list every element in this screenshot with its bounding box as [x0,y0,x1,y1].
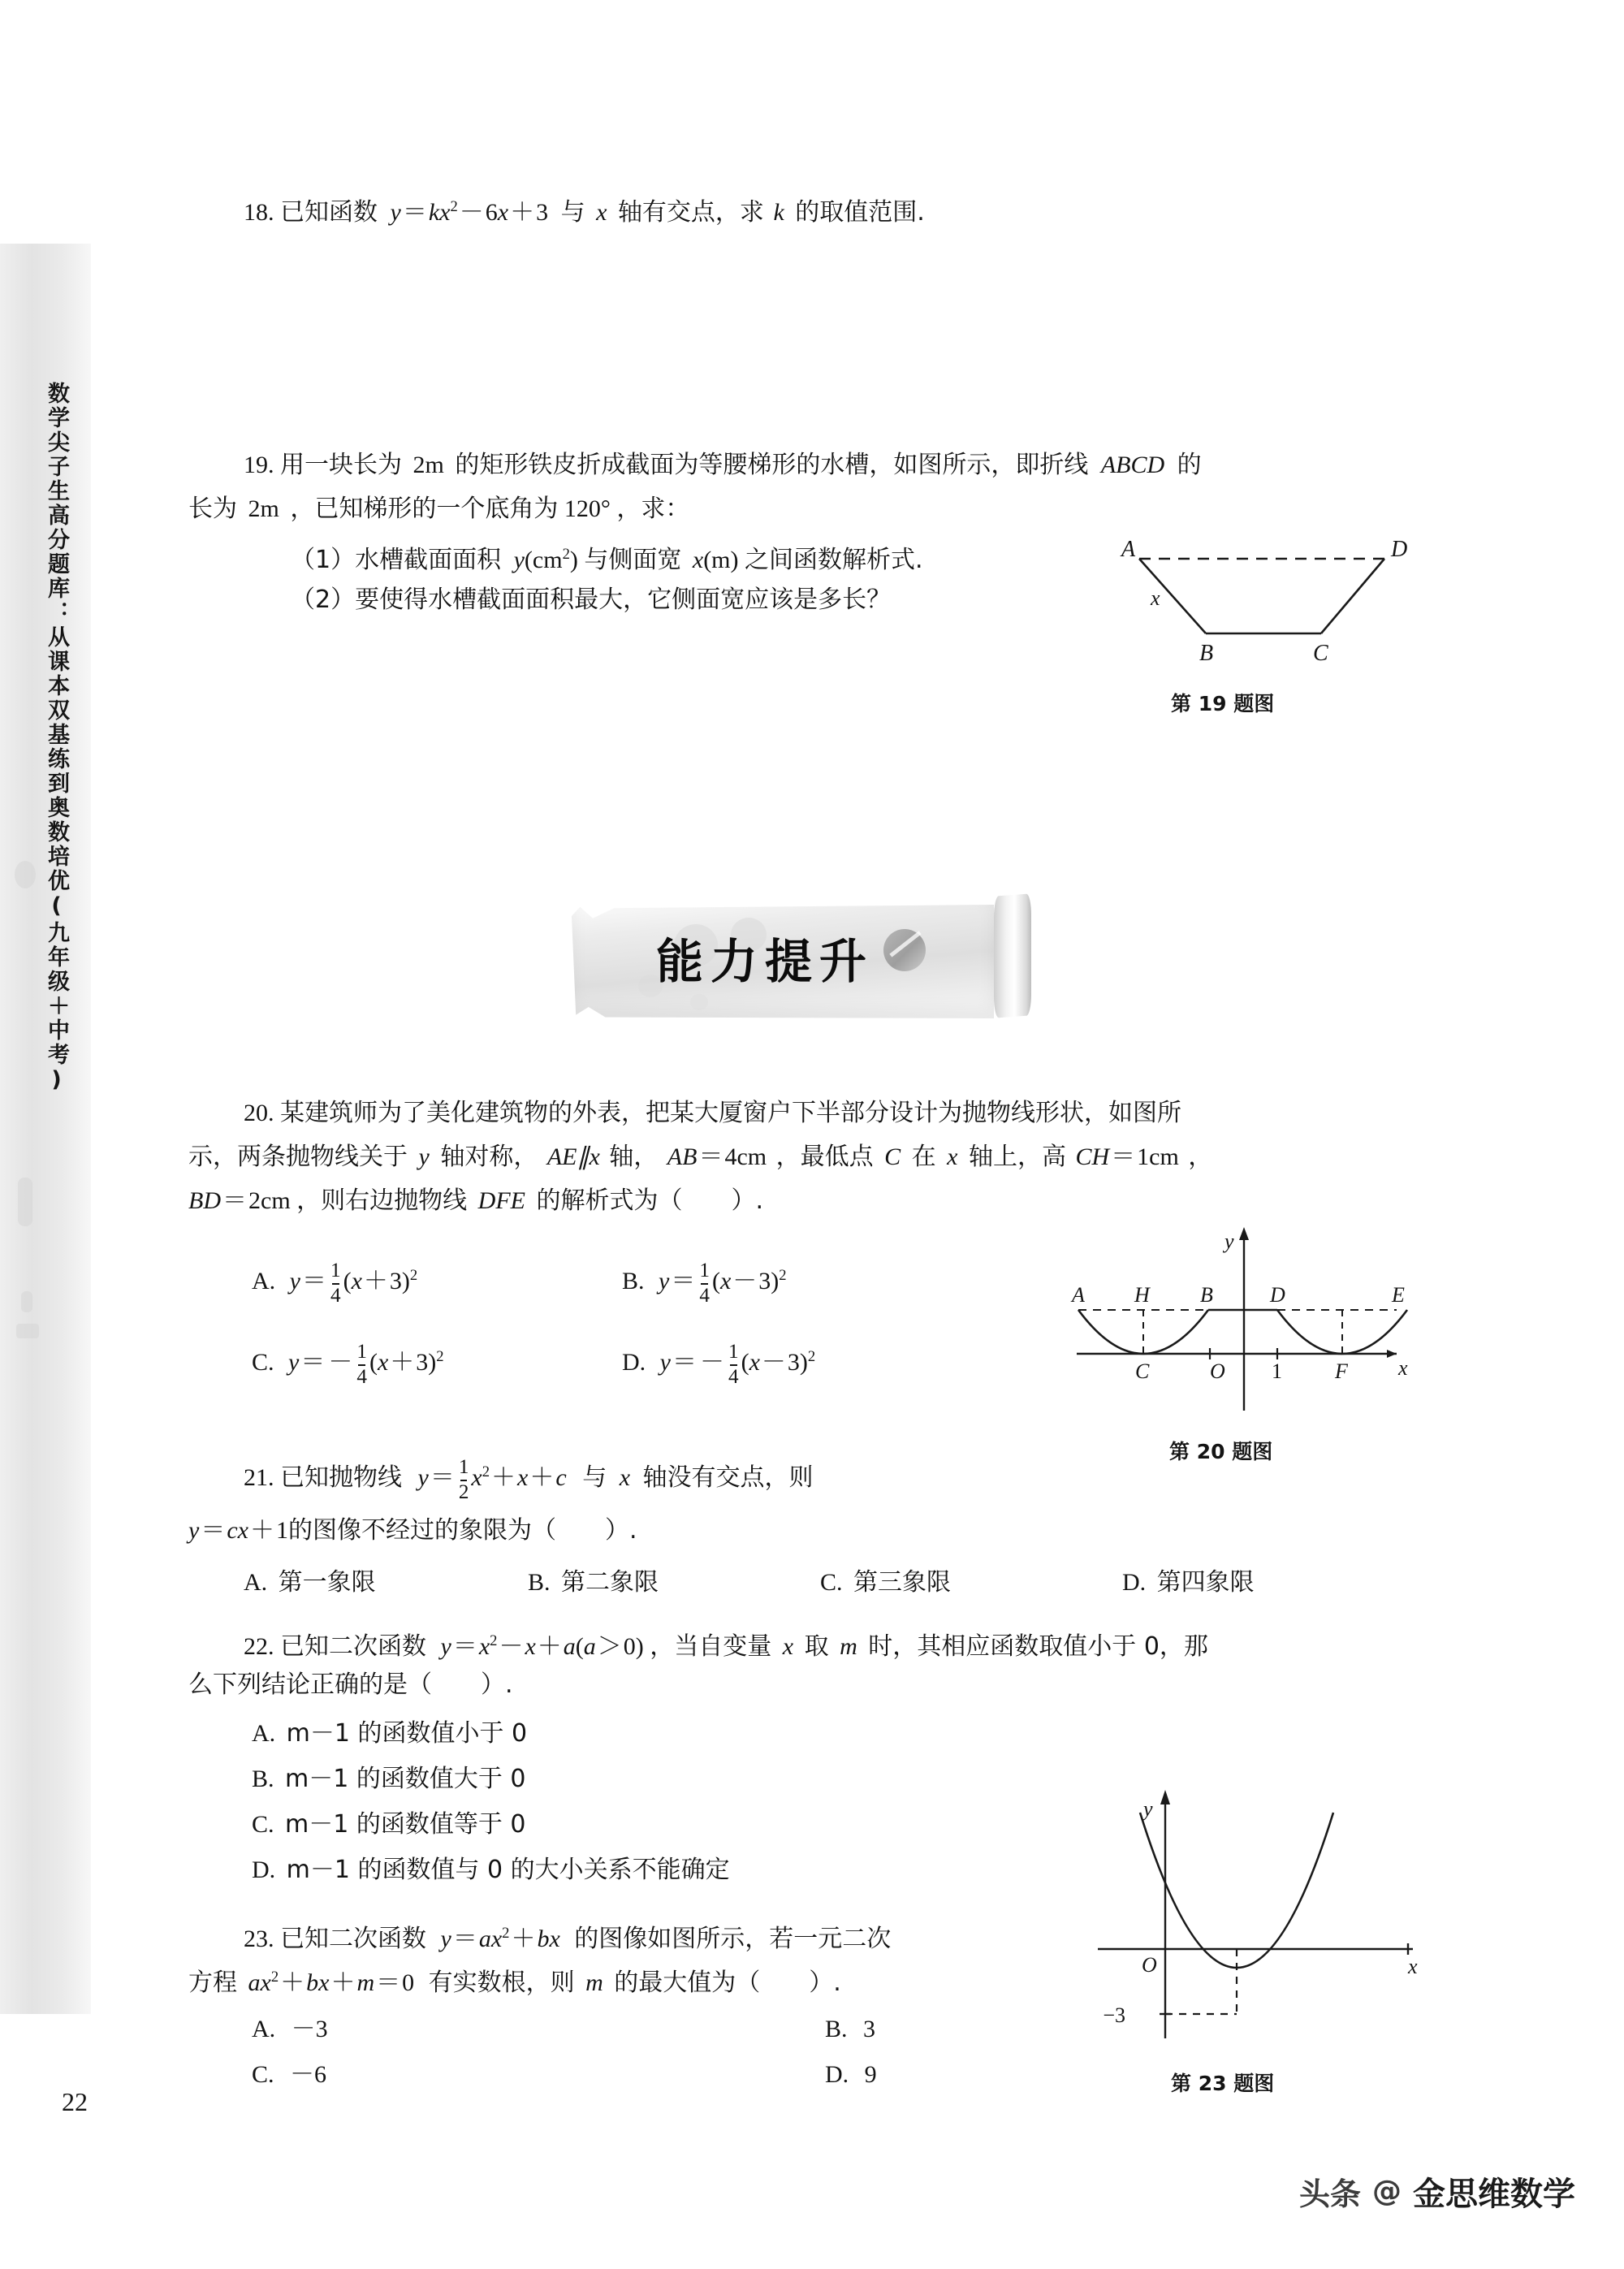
problem-20-option-a-num: 1 [330,1260,341,1282]
svg-text:E: E [1392,1283,1405,1307]
problem-23-option-a-label: －3 [291,2016,328,2042]
svg-text:−3: −3 [1103,2003,1125,2027]
problem-21-option-d[interactable] [1122,1564,1255,1601]
problem-20-line-3 [188,1182,763,1220]
problem-19-line2-a: 长为 [188,495,237,523]
problem-23-number: 23. [244,1925,274,1952]
problem-20-option-b[interactable]: B. y＝ $\frac{1}{4}$ $(x-3)^2$ [622,1260,787,1307]
problem-19-line1-a: 用一块长为 [280,451,402,479]
figure-20-parabolas [1047,1214,1413,1425]
problem-23-line1-a: 已知二次函数 [280,1925,426,1953]
problem-22-line1-b: ，当自变量 [650,1632,772,1661]
problem-21-line-2: y＝cx＋1的图像不经过的象限为（ ）. [188,1516,637,1545]
problem-23-option-c[interactable] [252,2056,326,2094]
problem-20-option-a-key: A. [252,1268,276,1294]
problem-19-line-2 [188,491,689,528]
problem-21-line1-c: 与 [582,1463,607,1492]
watermark-at-symbol: @ [1372,2175,1402,2208]
svg-text:x: x [1408,1955,1418,1978]
problem-20-option-b-num: 1 [699,1260,710,1282]
problem-23-option-d-key: D. [825,2061,849,2088]
problem-23-option-a[interactable] [252,2011,328,2048]
problem-23-option-b-key: B. [825,2016,848,2042]
svg-text:x: x [1151,586,1160,610]
problem-19-sub-2 [291,581,891,619]
problem-20-option-d-key: D. [622,1349,646,1376]
problem-22-option-c-key: C. [252,1811,274,1838]
figure-19-trapezoid [1100,532,1425,678]
page-number: 22 [62,2087,88,2116]
problem-20-line3-dfe: DFE [477,1187,525,1214]
svg-text:y: y [1224,1230,1234,1253]
problem-21-option-c-label: 第三象限 [853,1568,952,1597]
svg-text:B: B [1199,641,1214,666]
problem-23-line2-m: m [585,1969,603,1996]
figure-20-caption: 第 20 题图 [1169,1440,1273,1463]
problem-20-option-a-den: 4 [330,1284,341,1307]
problem-18-var-k: k [773,199,784,226]
problem-19-length-2: 2m [248,495,279,522]
problem-20-option-c-sign: － [328,1349,353,1376]
problem-23-line2-c: 的最大值为（ ）. [614,1969,841,1997]
problem-21-line1-x: x [619,1464,631,1491]
svg-text:B: B [1200,1283,1213,1307]
svg-text:H: H [1134,1283,1150,1307]
svg-text:O: O [1210,1359,1225,1383]
banner-blob-4 [690,994,708,1010]
problem-20-option-c[interactable]: C. y＝ － $\frac{1}{4}$ $(x+3)^2$ [252,1341,444,1388]
problem-20-line1-text: 某建筑师为了美化建筑物的外表，把某大厦窗户下半部分设计为抛物线形状，如图所 [280,1099,1181,1127]
problem-20-line2-ae: AE∥x [546,1143,600,1170]
problem-18-formula: $y=kx^2-6x+3$ [390,198,549,226]
problem-19-line2-c: ，求： [616,495,690,523]
section-banner-ability-improvement [560,887,1031,1033]
problem-19-sub-1: （1）水槽截面面积 $y(cm^2)$ 与侧面宽 x(m) 之间函数解析式. [291,546,923,574]
problem-22-line-2 [188,1666,513,1704]
problem-18-number: 18. [244,199,274,226]
problem-22-line1-m: m [840,1633,857,1660]
problem-22-option-a-key: A. [252,1720,276,1747]
problem-19-line1-b: 的矩形铁皮折成截面为等腰梯形的水槽，如图所示，即折线 [455,451,1089,479]
problem-20-line3-b: 的解析式为（ ）. [536,1186,764,1215]
problem-22-line1-c: 取 [804,1632,829,1661]
svg-text:F: F [1335,1359,1348,1383]
svg-text:A: A [1072,1283,1085,1307]
problem-20-line2-e: 在 [911,1143,936,1171]
problem-20-option-d[interactable]: D. y＝ － $\frac{1}{4}$ $(x-3)^2$ [622,1341,816,1388]
problem-22-line2-text: 么下列结论正确的是（ ）. [188,1670,513,1699]
problem-23-option-c-label: －6 [290,2061,327,2088]
problem-22-option-c-label: m－1 的函数值等于 0 [285,1810,526,1839]
problem-20-line2-ab: AB＝4cm [667,1143,767,1170]
problem-20-option-c-num: 1 [356,1341,367,1364]
problem-21-option-d-key: D. [1122,1569,1147,1596]
problem-20-option-d-num: 1 [728,1341,739,1364]
problem-20-line2-C: C [884,1143,901,1170]
watermark-source: 头条 [1298,2176,1361,2212]
problem-20-line2-ch: CH＝1cm [1075,1143,1179,1170]
problem-18-text-c: 轴有交点，求 [617,198,764,227]
problem-20-option-b-key: B. [622,1268,645,1294]
svg-text:C: C [1135,1359,1150,1383]
problem-22-option-b-key: B. [252,1765,274,1792]
problem-21-frac-num: 1 [458,1456,469,1479]
problem-20-line-2 [188,1139,1212,1176]
problem-19-line1-c: 的 [1177,451,1202,479]
problem-19-angle: 120° [564,495,611,522]
problem-23-line-2: 方程 $ax^2+bx+m=0$ 有实数根，则 m 的最大值为（ ）. [188,1969,841,1997]
problem-22-option-a-label: m－1 的函数值小于 0 [286,1719,528,1748]
problem-19-line-1 [244,447,1202,484]
problem-20-option-c-key: C. [252,1349,274,1376]
problem-23-option-b[interactable] [825,2011,875,2048]
problem-19-number: 19. [244,452,274,478]
svg-text:D: D [1270,1283,1285,1307]
banner-dot-icon [883,929,926,971]
problem-22-line1-a: 已知二次函数 [280,1632,426,1661]
banner-label: 能力提升 [656,934,875,989]
problem-18 [244,188,925,231]
problem-20-line-1 [244,1095,1181,1132]
problem-21-option-a[interactable] [244,1564,376,1601]
problem-19-length-1: 2m [412,452,444,478]
svg-text:y: y [1143,1797,1153,1821]
svg-text:D: D [1391,537,1408,562]
problem-20-option-c-den: 4 [356,1365,367,1388]
problem-18-text-d: 的取值范围. [795,198,925,227]
problem-21-option-c-key: C. [820,1569,843,1596]
problem-20-option-d-den: 4 [728,1365,739,1388]
watermark [1299,2168,1575,2215]
figure-23-parabola [1080,1778,1421,2046]
problem-21-line-1: 21. 已知抛物线 y＝ $\frac{1}{2}$ $x^2+x+c$ 与 x 轴没有交点，则 [244,1456,814,1503]
banner-fold [994,893,1031,1018]
problem-21-option-b-key: B. [528,1569,551,1596]
problem-21-option-b-label: 第二象限 [561,1568,659,1597]
problem-23-option-d-label: 9 [864,2061,877,2088]
problem-20-number: 20. [244,1100,274,1126]
problem-22-option-d[interactable] [252,1852,730,1889]
problem-21-line1-a: 已知抛物线 [280,1463,402,1492]
problem-23-option-d[interactable] [825,2056,877,2094]
svg-text:O: O [1142,1953,1157,1977]
problem-22-option-d-key: D. [252,1856,276,1883]
problem-22-line1-x: x [782,1633,794,1660]
problem-22-option-b-label: m－1 的函数值大于 0 [285,1765,526,1793]
problem-23-line2-b: 有实数根，则 [428,1969,575,1997]
svg-text:1: 1 [1272,1359,1282,1383]
problem-19-sub-2-text: （2）要使得水槽截面面积最大，它侧面宽应该是多长？ [291,586,892,614]
book-spine-title: 数学尖子生高分题库：从课本双基练到奥数培优(九年级＋中考) [44,382,69,1095]
problem-20-line2-y: y [418,1143,430,1170]
figure-19-caption: 第 19 题图 [1171,692,1275,715]
problem-20-line3-a: ，则右边抛物线 [296,1186,468,1215]
problem-23-line1-b: 的图像如图所示，若一元二次 [574,1925,892,1953]
problem-21-option-c[interactable] [820,1564,951,1601]
problem-22-option-a[interactable] [252,1715,527,1753]
watermark-account: 金思维数学 [1413,2176,1575,2213]
problem-19-line2-b: ，已知梯形的一个底角为 [290,495,559,523]
problem-20-option-b-den: 4 [699,1284,710,1307]
problem-21-option-d-label: 第四象限 [1156,1568,1255,1597]
problem-23-line-1: 23. 已知二次函数 $y=ax^2+bx$ 的图像如图所示，若一元二次 [244,1925,892,1953]
problem-18-text-b: 与 [560,198,585,227]
problem-20-line2-b: 轴对称， [440,1143,538,1171]
problem-20-line2-d: ，最低点 [775,1143,874,1171]
problem-18-var-x: x [596,199,607,226]
problem-23-line2-a: 方程 [188,1969,237,1997]
problem-21-frac-den: 2 [458,1480,469,1503]
problem-22-option-d-label: m－1 的函数值与 0 的大小关系不能确定 [286,1856,730,1884]
problem-22-line-1: 22. 已知二次函数 $y=x^2-x+a(a>0)$ ，当自变量 x 取 m 时，其相应函数取值小于 0，那 [244,1632,1208,1661]
problem-21-option-a-label: 第一象限 [278,1568,376,1597]
problem-19-abcd: ABCD [1100,452,1165,478]
svg-text:x: x [1398,1356,1408,1380]
svg-text:C: C [1313,641,1328,666]
problem-21-line1-d: 轴没有交点，则 [642,1463,814,1492]
problem-21-option-a-key: A. [244,1569,268,1596]
problem-20-line2-x: x [947,1143,958,1170]
problem-21-number: 21. [244,1464,274,1491]
problem-23-option-b-label: 3 [863,2016,876,2042]
problem-20-line2-g: ， [1188,1143,1213,1171]
problem-20-option-d-sign: － [700,1349,724,1376]
problem-20-line2-c: 轴， [609,1143,659,1171]
problem-18-text-a: 已知函数 [280,198,378,227]
problem-20-line2-f: 轴上，高 [968,1143,1066,1171]
problem-20-line3-bd: BD＝2cm [188,1187,291,1214]
problem-22-number: 22. [244,1633,274,1660]
problem-22-option-c[interactable] [252,1806,526,1843]
problem-23-option-c-key: C. [252,2061,274,2088]
problem-20-line2-a: 示，两条抛物线关于 [188,1143,408,1171]
problem-20-option-a[interactable]: A. y＝ $\frac{1}{4}$ $(x+3)^2$ [252,1260,418,1307]
figure-23-caption: 第 23 题图 [1171,2072,1275,2095]
problem-22-line1-d: 时，其相应函数取值小于 0，那 [868,1632,1208,1661]
problem-23-option-a-key: A. [252,2016,276,2042]
problem-21-option-b[interactable] [528,1564,659,1601]
problem-22-option-b[interactable] [252,1761,526,1798]
svg-text:A: A [1121,537,1136,562]
